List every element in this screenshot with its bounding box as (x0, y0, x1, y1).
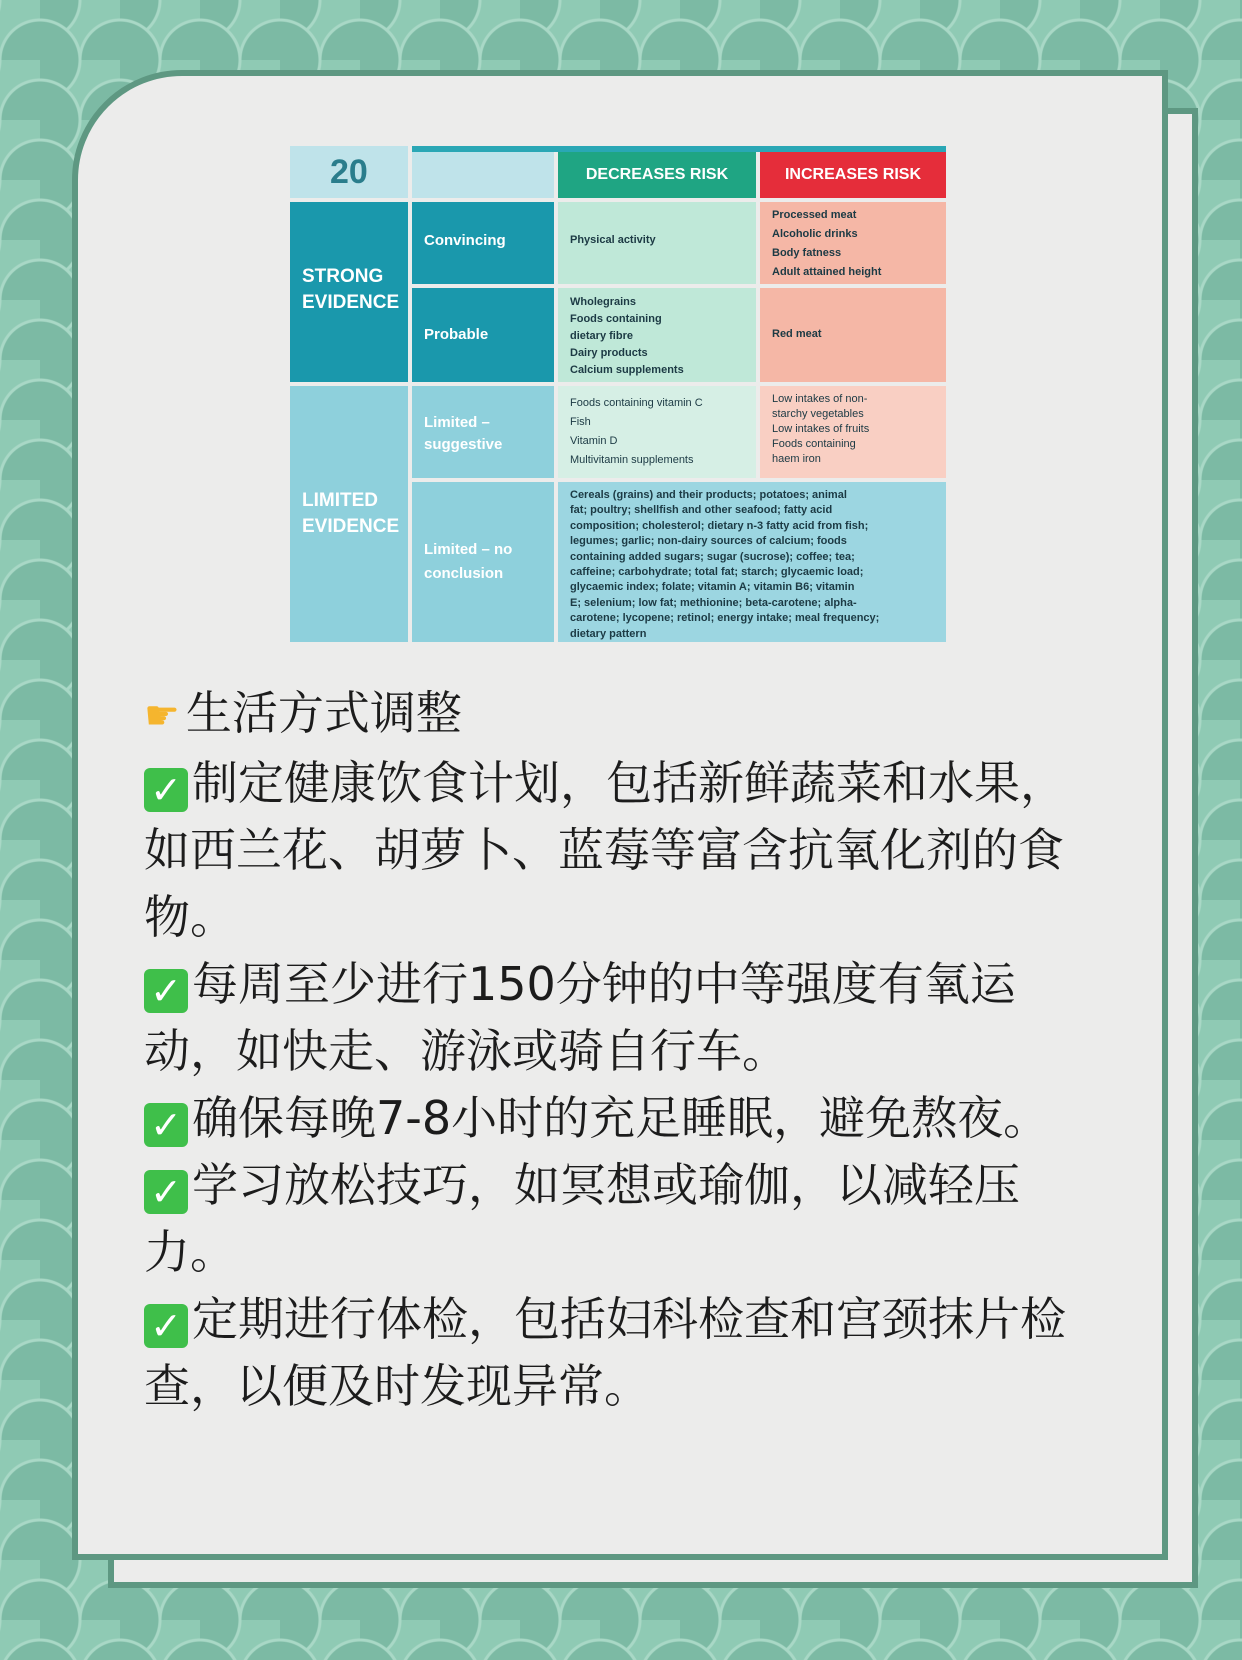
table-cell-line: fat; poultry; shellfish and other seafood; fatty acid (570, 504, 833, 517)
list-item-text: 确保每晚7-8小时的充足睡眠，避免熬夜。 (192, 1091, 1050, 1145)
table-cell-line: E; selenium; low fat; methionine; beta-carotene; alpha- (570, 596, 857, 609)
list-item (144, 750, 1104, 951)
header-decreases-risk: DECREASES RISK (558, 152, 756, 198)
suggestive-decreases-cell (558, 386, 756, 478)
no-conclusion-cell (558, 482, 946, 642)
table-cell-line: composition; cholesterol; dietary n-3 fatty acid from fish; (570, 519, 869, 532)
list-item-text: 定期进行体检，包括妇科检查和宫颈抹片检查，以便及时发现异常。 (144, 1292, 1066, 1413)
suggestive-increases-cell (760, 386, 946, 478)
table-cell-line: Alcoholic drinks (772, 228, 858, 240)
check-mark-icon: ✓ (144, 768, 188, 812)
table-cell-line: Low intakes of non- (772, 393, 868, 405)
list-item-text: 学习放松技巧，如冥想或瑜伽，以减轻压力。 (144, 1158, 1020, 1279)
table-cell-line: Physical activity (570, 234, 656, 246)
convincing-label: Convincing (412, 202, 554, 284)
table-cell-line: caffeine; carbohydrate; total fat; starch; glycaemic load; (570, 566, 864, 579)
table-cell-line: Processed meat (772, 209, 857, 221)
list-item (144, 1286, 1104, 1420)
pointing-hand-icon: ☛ (144, 693, 180, 739)
lifestyle-text-block (144, 680, 1104, 1420)
list-item-text: 每周至少进行150分钟的中等强度有氧运动，如快走、游泳或骑自行车。 (144, 957, 1016, 1078)
probable-increases-cell (760, 288, 946, 382)
probable-label: Probable (412, 288, 554, 382)
table-cell-line: glycaemic index; folate; vitamin A; vitamin B6; vitamin (570, 581, 855, 594)
table-cell-line: Fish (570, 416, 591, 428)
table-cell-line: Low intakes of fruits (772, 423, 870, 435)
table-cell-line: carotene; lycopene; retinol; energy intake; meal frequency; (570, 612, 880, 625)
table-cell-line: Cereals (grains) and their products; potatoes; animal (570, 489, 847, 501)
table-cell-line: starchy vegetables (772, 408, 864, 420)
table-cell-line: Red meat (772, 328, 822, 340)
table-cell-line: Vitamin D (570, 435, 618, 447)
limited-evidence-label: LIMITED EVIDENCE (290, 386, 408, 642)
table-cell-line: Body fatness (772, 247, 842, 259)
table-cell-line: Multivitamin supplements (570, 454, 694, 466)
section-heading (144, 680, 1104, 750)
table-cell-line: Dairy products (570, 347, 648, 359)
table-corner-blank (412, 152, 554, 198)
table-cell-line: dietary pattern (570, 627, 647, 640)
table-cell-line: Foods containing (772, 438, 856, 450)
list-item (144, 1085, 1104, 1152)
convincing-increases-cell (760, 202, 946, 284)
header-increases-risk: INCREASES RISK (760, 152, 946, 198)
check-mark-icon: ✓ (144, 1304, 188, 1348)
list-item (144, 1152, 1104, 1286)
table-cell-line: containing added sugars; sugar (sucrose); coffee; tea; (570, 550, 855, 563)
heading-text: 生活方式调整 (185, 686, 462, 740)
probable-decreases-cell (558, 288, 756, 382)
list-item (144, 951, 1104, 1085)
table-cell-line: haem iron (772, 453, 821, 465)
evidence-table-image (290, 146, 946, 642)
table-cell-line: legumes; garlic; non-dairy sources of calcium; foods (570, 535, 847, 548)
table-cell-line: Foods containing (570, 313, 662, 325)
check-mark-icon: ✓ (144, 1170, 188, 1214)
table-corner-number: 20 (290, 146, 408, 198)
strong-evidence-label: STRONG EVIDENCE (290, 202, 408, 382)
convincing-decreases-cell (558, 202, 756, 284)
check-mark-icon: ✓ (144, 969, 188, 1013)
table-cell-line: Adult attained height (772, 266, 882, 278)
list-item-text: 制定健康饮食计划，包括新鲜蔬菜和水果，如西兰花、胡萝卜、蓝莓等富含抗氧化剂的食物。 (144, 756, 1066, 944)
limited-no-conclusion-label: Limited – no conclusion (412, 482, 554, 642)
table-cell-line: Calcium supplements (570, 364, 684, 376)
limited-suggestive-label: Limited – suggestive (412, 386, 554, 478)
table-cell-line: dietary fibre (570, 330, 633, 342)
check-mark-icon: ✓ (144, 1103, 188, 1147)
table-cell-line: Foods containing vitamin C (570, 397, 703, 409)
table-cell-line: Wholegrains (570, 296, 637, 308)
